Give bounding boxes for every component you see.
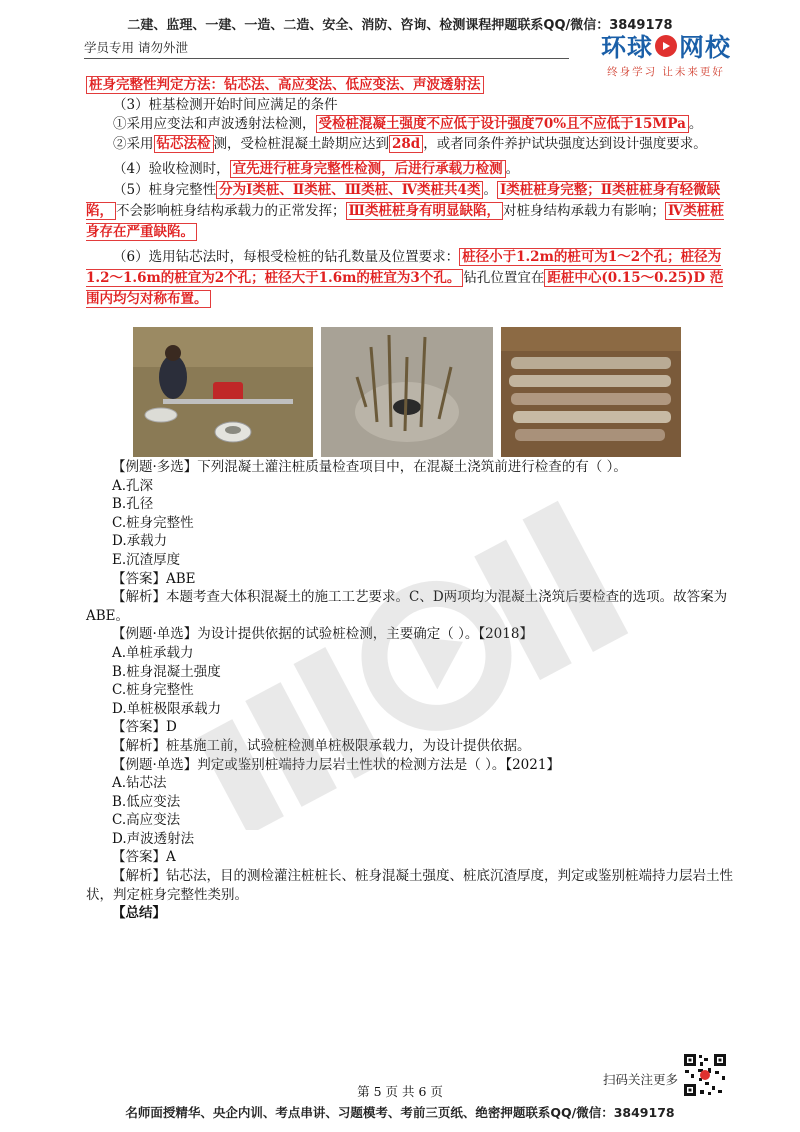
- q3-analysis: 【解析】钻芯法，目的测检灌注桩桩长、桩身混凝土强度、桩底沉渣厚度，判定或鉴别桩端持力层岩土性状，判定桩身完整性类别。: [86, 868, 733, 903]
- scan-prompt: 扫码关注更多: [602, 1072, 678, 1087]
- item3-b: ②采用 钻芯法检 测，受检桩混凝土龄期应达到 28d ，或者同条件养护试块强度达到设计强度要求。: [113, 135, 707, 152]
- q2-option-d: D.单桩极限承载力: [112, 700, 222, 717]
- q1-option-e: E.沉渣厚度: [112, 551, 181, 568]
- footer-contact-line: 名师面授精华、央企内训、考点串讲、习题模考、考前三页纸、绝密押题联系QQ/微信：3849178: [125, 1105, 675, 1120]
- page-number: 第 5 页 共 6 页: [357, 1084, 443, 1099]
- q3-option-c: C.高应变法: [112, 812, 181, 829]
- header-contact-line: 二建、监理、一建、一造、二造、安全、消防、咨询、检测课程押题联系QQ/微信：3849178: [127, 18, 673, 33]
- q1-stem: 【例题·多选】下列混凝土灌注桩质量检查项目中，在混凝土浇筑前进行检查的有（ ）。: [112, 459, 627, 475]
- q1-option-b: B.孔径: [112, 496, 154, 513]
- q3-option-d: D.声波透射法: [112, 830, 195, 847]
- header-notice: 学员专用 请勿外泄: [84, 40, 188, 55]
- play-icon: [655, 35, 677, 57]
- logo-wordmark: 环球 网校: [600, 33, 732, 62]
- q2-option-a: A.单桩承载力: [112, 644, 194, 661]
- pile-integrity-methods: 桩身完整性判定方法：钻芯法、高应变法、低应变法、声波透射法: [86, 76, 736, 96]
- item3-title: （3）桩基检测开始时间应满足的条件: [113, 96, 338, 113]
- q1-option-a: A.孔深: [112, 477, 154, 494]
- q2-stem: 【例题·单选】为设计提供依据的试验桩检测，主要确定（ ）。【2018】: [112, 626, 533, 643]
- q1-option-c: C.桩身完整性: [112, 514, 194, 531]
- summary-heading: 【总结】: [112, 905, 166, 922]
- q1-option-d: D.承载力: [112, 533, 168, 550]
- item4: （4）验收检测时， 宜先进行桩身完整性检测，后进行承载力检测 。: [113, 161, 520, 177]
- q3-stem: 【例题·单选】判定或鉴别桩端持力层岩土性状的检测方法是（ ）。【2021】: [112, 756, 560, 773]
- photo-strip: [133, 327, 681, 457]
- photo-drill-cores: [501, 327, 681, 457]
- questions-section: [86, 458, 736, 923]
- q2-option-b: B.桩身混凝土强度: [112, 663, 221, 680]
- item5: （5）桩身完整性 分为Ⅰ类桩、Ⅱ类桩、Ⅲ类桩、Ⅳ类桩共4类 。 Ⅰ类桩桩身完整；Ⅱ类桩桩身有轻微缺陷， 不会影响桩身结构承载力的正常发挥； Ⅲ类桩桩身有明显缺陷， 对桩身结构承载力有影响； Ⅳ类桩桩身存在严重缺陷。: [86, 181, 724, 240]
- q3-option-b: B.低应变法: [112, 793, 181, 810]
- q1-analysis: 【解析】本题考查大体积混凝土的施工工艺要求。C、D两项均为混凝土浇筑后要检查的选项。故答案为ABE。: [86, 589, 728, 624]
- photo-pile-head-rods: [321, 327, 493, 457]
- photo-drilling-site: [133, 327, 313, 457]
- q1-answer: 【答案】ABE: [112, 570, 196, 587]
- q3-answer: 【答案】A: [112, 849, 176, 866]
- q2-answer: 【答案】D: [112, 719, 177, 736]
- item6: （6）选用钻芯法时，每根受检桩的钻孔数量及位置要求： 桩径小于1.2m的桩可为1～2个孔；桩径为1.2～1.6m的桩宜为2个孔；桩径大于1.6m的桩宜为3个孔。 钻孔位置宜在 距桩中心(0.15～0.25)D 范围内均匀对称布置。: [86, 248, 724, 307]
- logo-tagline: 终身学习 让未来更好: [607, 66, 725, 78]
- brand-logo: [586, 28, 746, 79]
- header-divider: [84, 58, 569, 59]
- q3-option-a: A.钻芯法: [112, 775, 167, 792]
- item3-a: ①采用应变法和声波透射法检测， 受检桩混凝土强度不应低于设计强度70%且不应低于15MPa 。: [113, 116, 703, 132]
- q2-analysis: 【解析】桩基施工前，试验桩检测单桩极限承载力，为设计提供依据。: [112, 737, 531, 754]
- main-content: [86, 76, 736, 310]
- q2-option-c: C.桩身完整性: [112, 682, 194, 699]
